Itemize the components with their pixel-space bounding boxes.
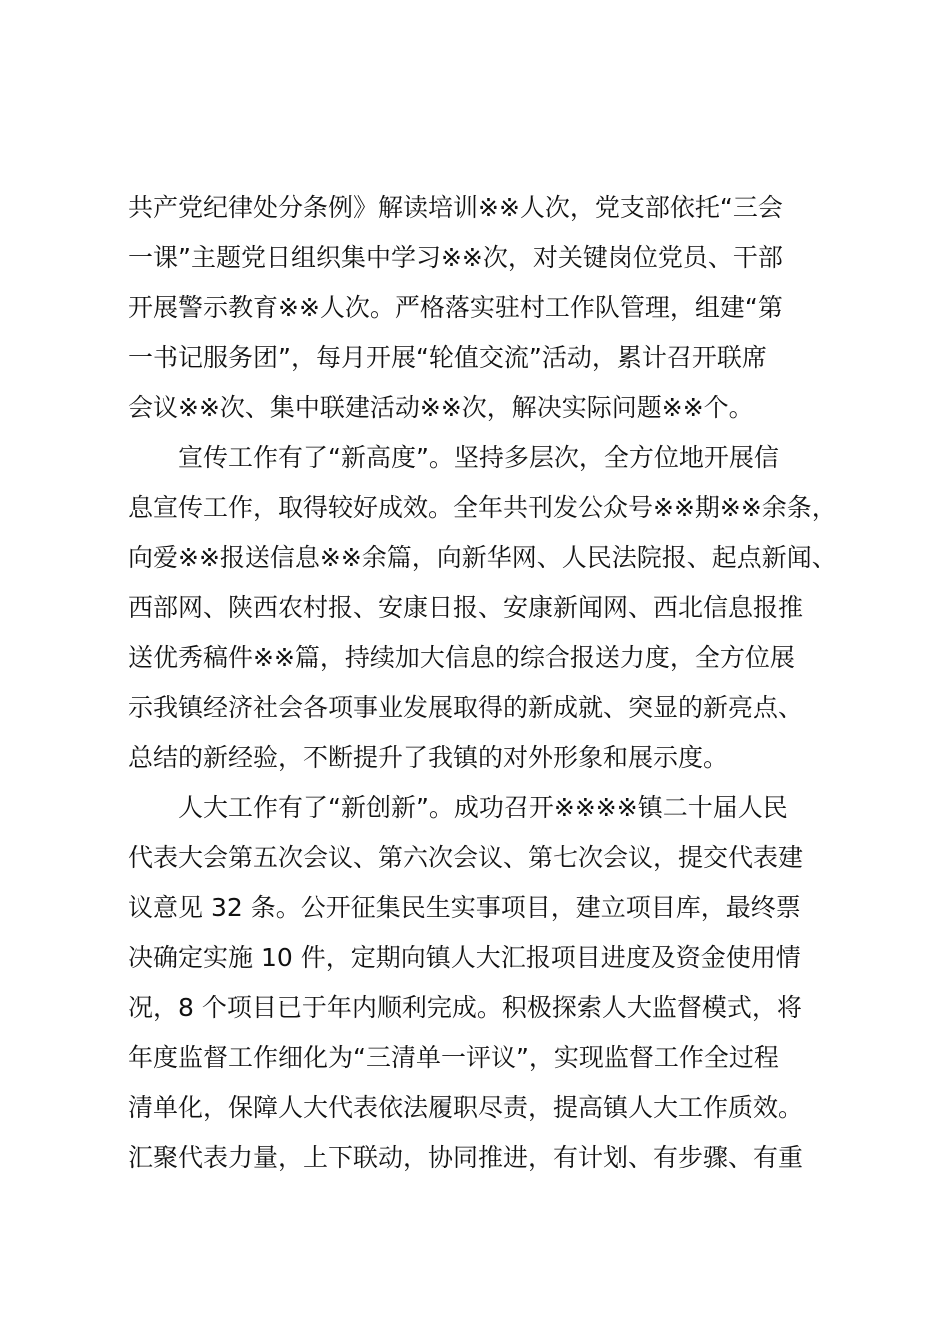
text-line: 会议※※次、集中联建活动※※次，解决实际问题※※个。 xyxy=(128,393,754,422)
text-line: 况，8 个项目已于年内顺利完成。积极探索人大监督模式，将 xyxy=(128,993,802,1022)
text-line: 一书记服务团”，每月开展“轮值交流”活动，累计召开联席 xyxy=(128,343,767,372)
text-line: 总结的新经验，不断提升了我镇的对外形象和展示度。 xyxy=(128,743,729,772)
text-line: 西部网、陕西农村报、安康日报、安康新闻网、西北信息报推 xyxy=(128,593,804,622)
text-line: 汇聚代表力量，上下联动，协同推进，有计划、有步骤、有重 xyxy=(128,1143,804,1172)
text-line: 清单化，保障人大代表依法履职尽责，提高镇人大工作质效。 xyxy=(128,1093,804,1122)
text-line: 一课”主题党日组织集中学习※※次，对关键岗位党员、干部 xyxy=(128,243,783,272)
text-line: 开展警示教育※※人次。严格落实驻村工作队管理，组建“第 xyxy=(128,293,783,322)
text-line: 送优秀稿件※※篇，持续加大信息的综合报送力度，全方位展 xyxy=(128,643,795,672)
text-line: 息宣传工作，取得较好成效。全年共刊发公众号※※期※※余条， xyxy=(128,493,837,522)
paragraph-heading-line: 人大工作有了“新创新”。成功召开※※※※镇二十届人民 xyxy=(128,793,788,822)
text-line: 示我镇经济社会各项事业发展取得的新成就、突显的新亮点、 xyxy=(128,693,804,722)
text-line: 共产党纪律处分条例》解读培训※※人次，党支部依托“三会 xyxy=(128,193,783,222)
body-text xyxy=(128,183,860,1183)
text-line: 代表大会第五次会议、第六次会议、第七次会议，提交代表建 xyxy=(128,843,804,872)
text-line: 年度监督工作细化为“三清单一评议”，实现监督工作全过程 xyxy=(128,1043,779,1072)
paragraph-heading-line: 宣传工作有了“新高度”。坚持多层次，全方位地开展信 xyxy=(128,443,779,472)
text-line: 决确定实施 10 件，定期向镇人大汇报项目进度及资金使用情 xyxy=(128,943,801,972)
text-line: 议意见 32 条。公开征集民生实事项目，建立项目库，最终票 xyxy=(128,893,801,922)
text-line: 向爱※※报送信息※※余篇，向新华网、人民法院报、起点新闻、 xyxy=(128,543,837,572)
